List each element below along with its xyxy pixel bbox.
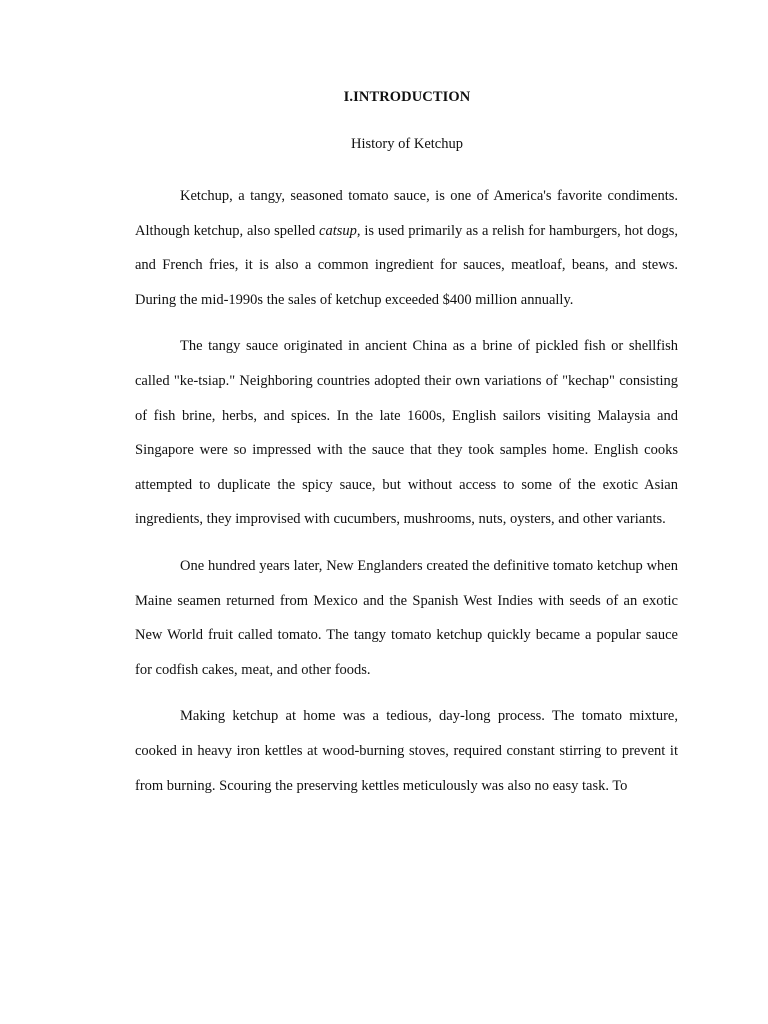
paragraph-1-text-end: , is used primarily as a relish for hamburgers, hot dogs, and French fries, it is also a common ingredient for sauces, meatloaf, beans, and stews. During the mid-1990s the sales of ketchup exceeded $400 million annually. (135, 222, 679, 308)
paragraph-4: Making ketchup at home was a tedious, day-long process. The tomato mixture, cooked in heavy iron kettles at wood-burning stoves, required constant stirring to prevent it from burning. Scouring the preserving kettles meticulously was also no easy task. To (135, 708, 678, 794)
paragraph-1-text-start: Ketchup, a tangy, seasoned tomato sauce, is one of America's favorite condiments. Although ketchup, also spelled (135, 188, 678, 239)
section-subheading: History of Ketchup (351, 136, 463, 152)
section-heading: I.INTRODUCTION (343, 89, 471, 105)
paragraph-1 (135, 179, 678, 317)
paragraph-3: One hundred years later, New Englanders created the definitive tomato ketchup when Maine seamen returned from Mexico and the Spanish West Indies with seeds of an exotic New World fruit called tomato. The tangy tomato ketchup quickly became a popular sauce for codfish cakes, meat, and other foods. (135, 557, 678, 678)
paragraph-1-emphasis: catsup (319, 222, 357, 239)
paragraph-2: The tangy sauce originated in ancient China as a brine of pickled fish or shellfish called "ke-tsiap." Neighboring countries adopted their own variations of "kechap" consisting of fish brine, herbs, and spices. In the late 1600s, English sailors visiting Malaysia and Singapore were so impressed with the sauce that they took samples home. English cooks attempted to duplicate the spicy sauce, but without access to some of the exotic Asian ingredients, they improvised with cucumbers, mushrooms, nuts, oysters, and other variants. (135, 338, 678, 528)
body-text (135, 179, 678, 815)
